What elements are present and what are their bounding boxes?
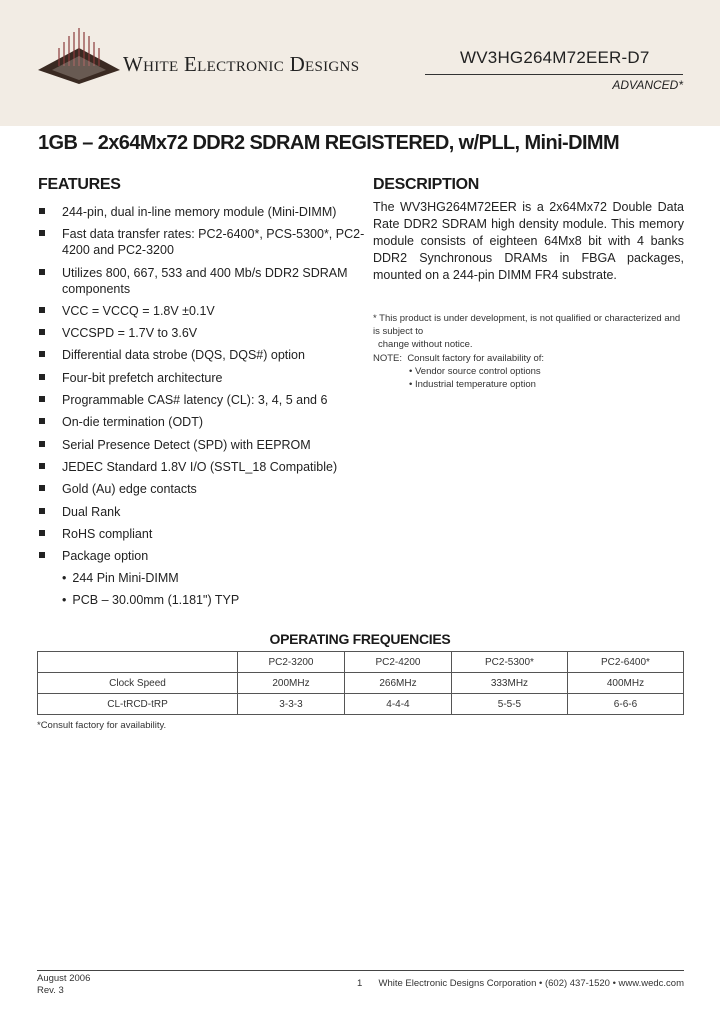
feature-item: VCCSPD = 1.7V to 3.6V bbox=[38, 325, 368, 341]
feature-item: On-die termination (ODT) bbox=[38, 414, 368, 430]
footer-rule bbox=[37, 970, 684, 971]
page-number: 1 bbox=[357, 978, 363, 989]
availability-note: NOTE: Consult factory for availability of: • Vendor source control options • Industrial temperature option bbox=[373, 352, 544, 391]
table-row: CL-tRCD-tRP 3-3-3 4-4-4 5-5-5 6-6-6 bbox=[38, 694, 684, 715]
bullet-icon bbox=[39, 441, 45, 447]
footer-corporation: White Electronic Designs Corporation • (602) 437-1520 • www.wedc.com bbox=[378, 978, 684, 989]
part-number: WV3HG264M72EER-D7 bbox=[460, 48, 650, 67]
development-note: * This product is under development, is not qualified or characterized and is subject to change without notice. bbox=[373, 313, 681, 350]
feature-item: Dual Rank bbox=[38, 504, 368, 520]
table-header-row: PC2-3200 PC2-4200 PC2-5300* PC2-6400* bbox=[38, 652, 684, 673]
bullet-icon bbox=[39, 418, 45, 424]
feature-item: Programmable CAS# latency (CL): 3, 4, 5 and 6 bbox=[38, 392, 368, 408]
bullet-icon bbox=[39, 374, 45, 380]
package-options-list bbox=[62, 570, 239, 614]
bullet-icon bbox=[39, 208, 45, 214]
feature-item: Utilizes 800, 667, 533 and 400 Mb/s DDR2 SDRAM components bbox=[38, 265, 368, 297]
package-option: • PCB – 30.00mm (1.181") TYP bbox=[62, 593, 240, 607]
feature-item: Gold (Au) edge contacts bbox=[38, 481, 368, 497]
feature-item: Four-bit prefetch architecture bbox=[38, 370, 368, 386]
table-footnote: *Consult factory for availability. bbox=[37, 720, 167, 731]
feature-item: VCC = VCCQ = 1.8V ±0.1V bbox=[38, 303, 368, 319]
bullet-icon bbox=[39, 230, 45, 236]
table-title: OPERATING FREQUENCIES bbox=[269, 631, 451, 647]
bullet-icon bbox=[39, 329, 45, 335]
footer-date: August 2006 Rev. 3 bbox=[37, 973, 91, 996]
bullet-icon bbox=[39, 463, 45, 469]
feature-item: Serial Presence Detect (SPD) with EEPROM bbox=[38, 437, 368, 453]
company-name: White Electronic Designs bbox=[123, 52, 360, 76]
bullet-icon bbox=[39, 508, 45, 514]
bullet-icon bbox=[39, 351, 45, 357]
bullet-icon bbox=[39, 307, 45, 313]
bullet-icon bbox=[39, 552, 45, 558]
bullet-icon bbox=[39, 530, 45, 536]
table-row: Clock Speed 200MHz 266MHz 333MHz 400MHz bbox=[38, 673, 684, 694]
description-heading: DESCRIPTION bbox=[373, 176, 480, 193]
feature-item: RoHS compliant bbox=[38, 526, 368, 542]
status-label: ADVANCED* bbox=[612, 78, 683, 92]
feature-item: JEDEC Standard 1.8V I/O (SSTL_18 Compatible) bbox=[38, 459, 368, 475]
package-option: • 244 Pin Mini-DIMM bbox=[62, 571, 179, 585]
feature-item: Fast data transfer rates: PC2-6400*, PCS-5300*, PC2-4200 and PC2-3200 bbox=[38, 226, 368, 258]
features-list bbox=[38, 204, 368, 570]
feature-item: 244-pin, dual in-line memory module (Mini-DIMM) bbox=[38, 204, 368, 220]
header-rule bbox=[425, 74, 683, 75]
bullet-icon bbox=[39, 485, 45, 491]
note-item: • Vendor source control options bbox=[409, 365, 544, 378]
feature-item: Differential data strobe (DQS, DQS#) option bbox=[38, 347, 368, 363]
feature-item: Package option bbox=[38, 548, 368, 564]
page-title: 1GB – 2x64Mx72 DDR2 SDRAM REGISTERED, w/PLL, Mini-DIMM bbox=[38, 132, 620, 154]
note-item: • Industrial temperature option bbox=[409, 378, 544, 391]
description-text: The WV3HG264M72EER is a 2x64Mx72 Double Data Rate DDR2 SDRAM high density module. This memory module consists of eighteen 64Mx8 bit with 4 banks DDR2 Synchronous DRAMs in FBGA packages, mounted on a 244-pin DIMM FR4 substrate. bbox=[373, 200, 684, 282]
bullet-icon bbox=[39, 269, 45, 275]
company-logo bbox=[38, 26, 120, 84]
features-heading: FEATURES bbox=[38, 176, 121, 193]
operating-frequencies-table bbox=[37, 651, 684, 715]
bullet-icon bbox=[39, 396, 45, 402]
